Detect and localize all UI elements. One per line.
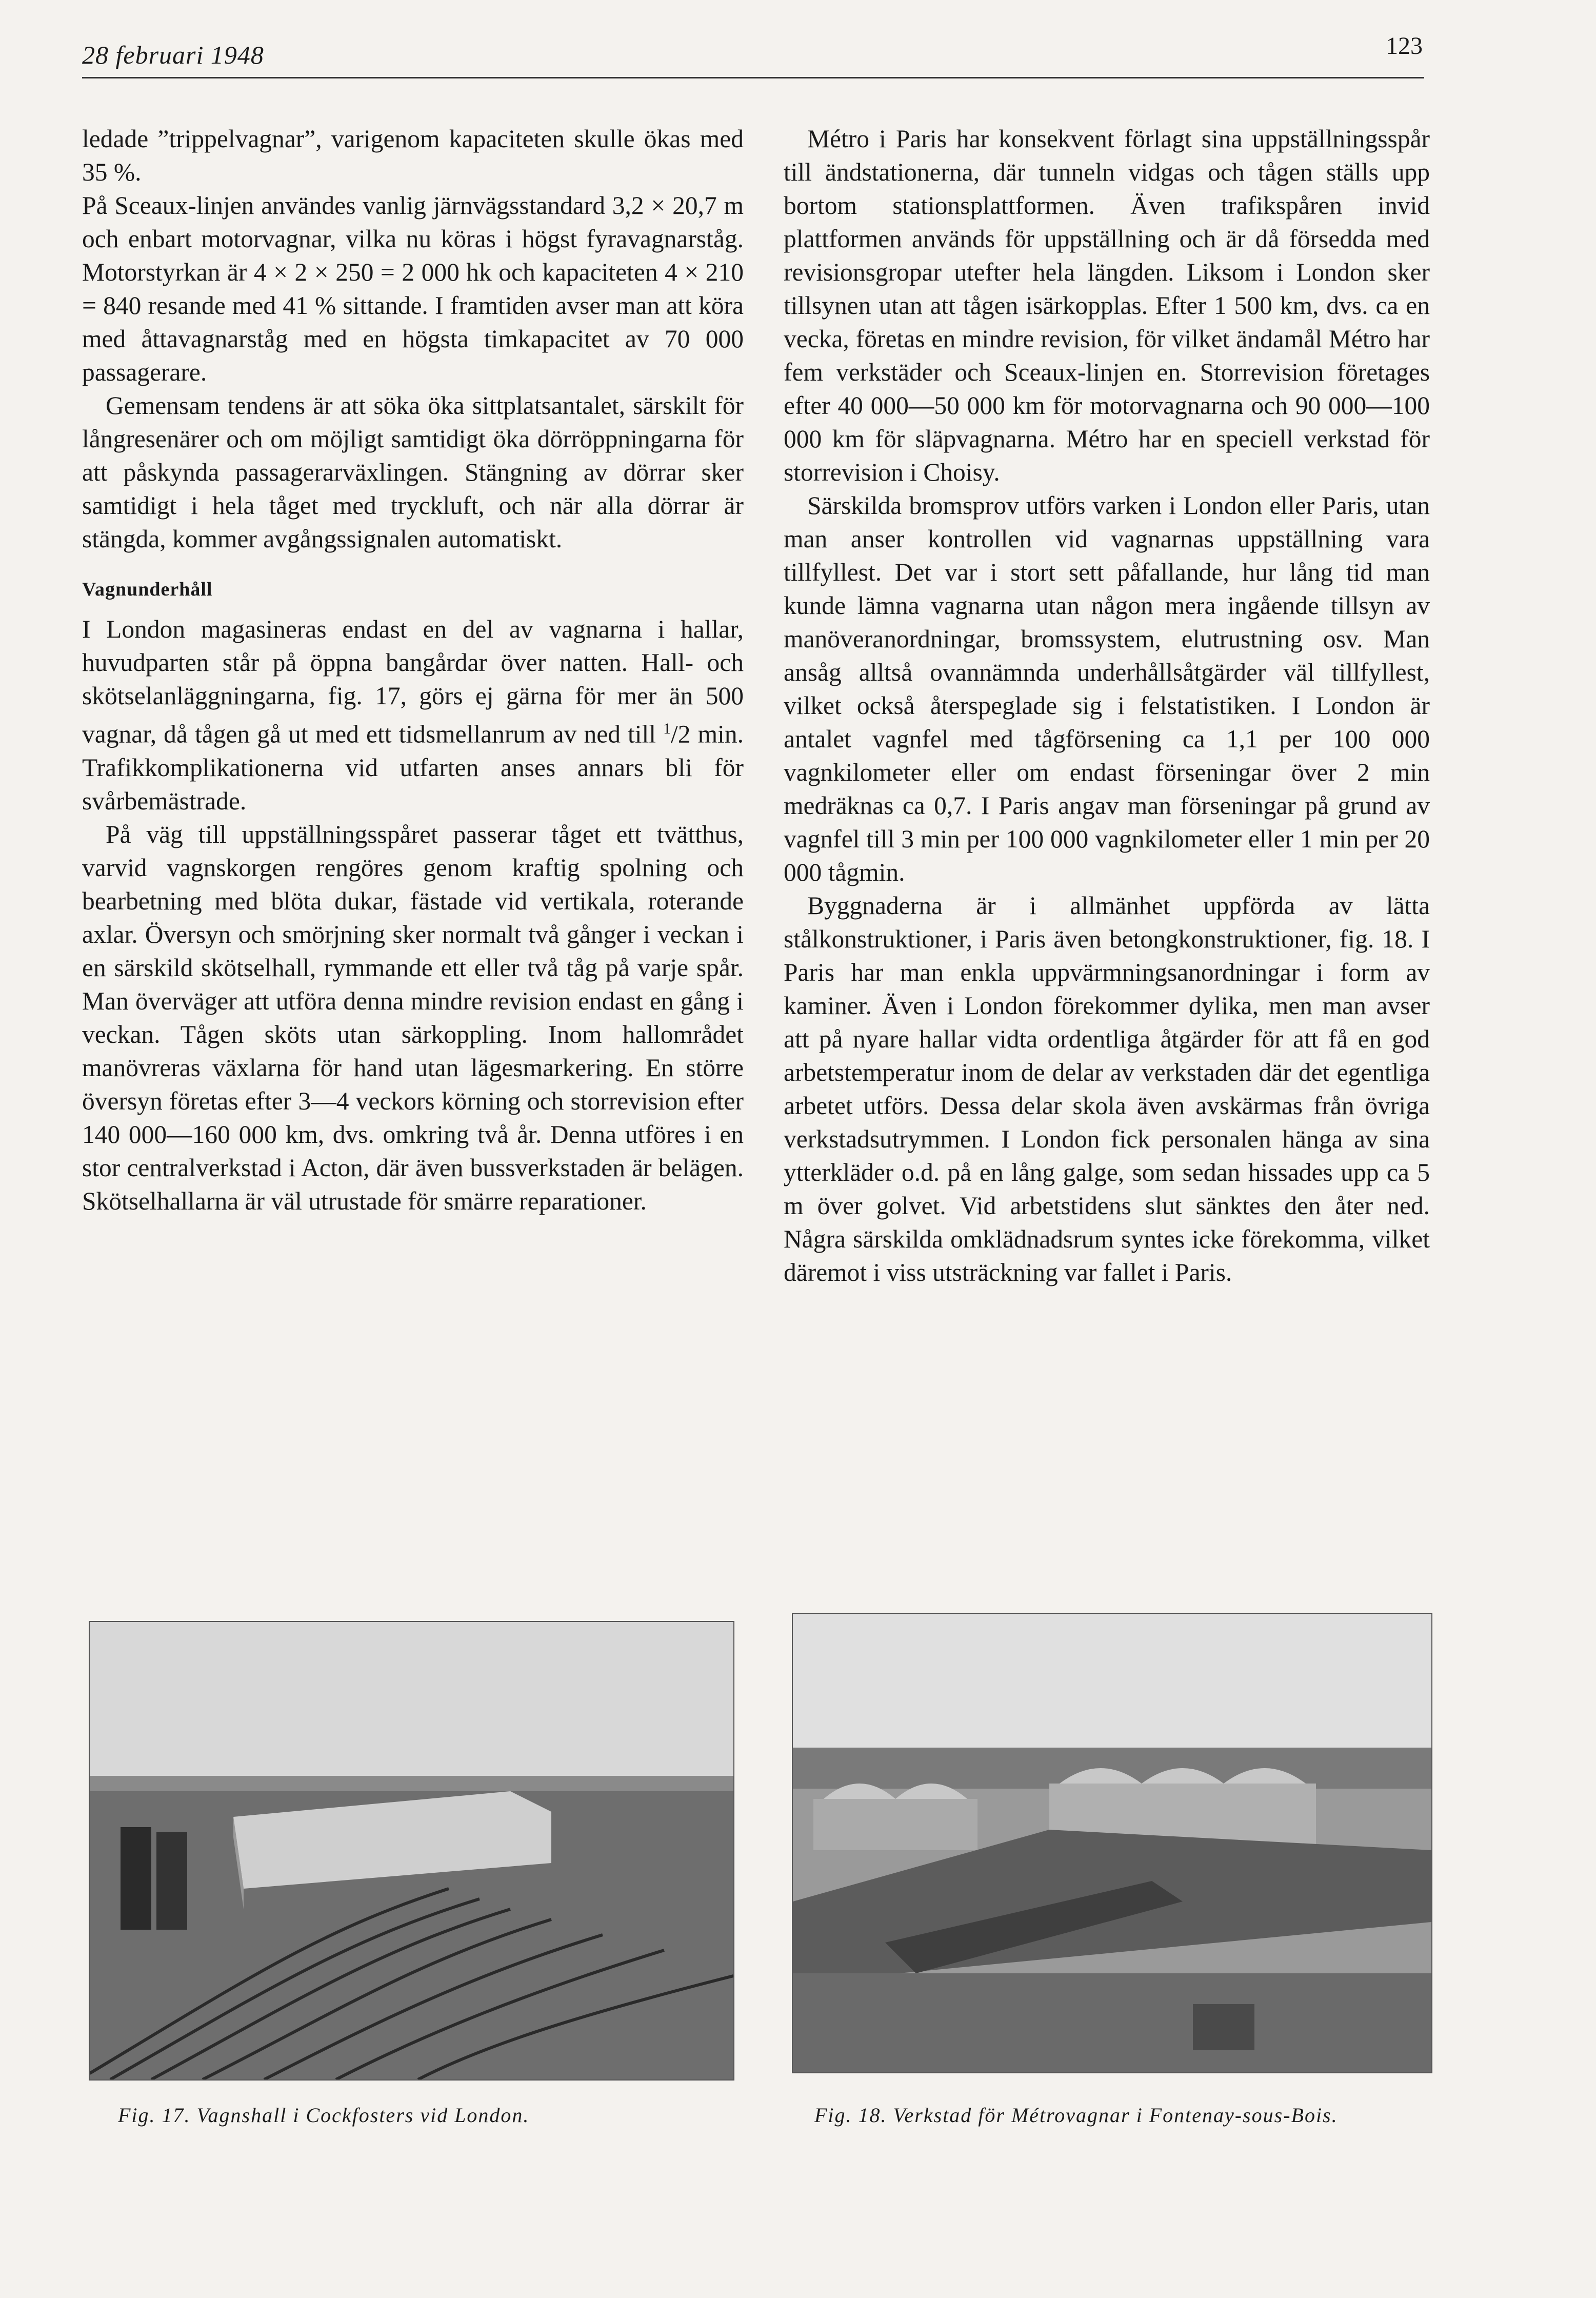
paragraph: ledade ”trippelvagnar”, varigenom kapaciteten skulle ökas med 35 %.	[82, 125, 744, 186]
paragraph: Métro i Paris har konsekvent förlagt sina uppställningsspår till ändstationerna, där tunneln vidgas och tågen ställs upp bortom stationsplattformen. Även trafikspåren invid plattformen används för uppställning och är då försedda med revisionsgropar utefter hela längden. Liksom i London sker tillsynen utan att tågen isärkopplas. Efter 1 500 km, dvs. ca en vecka, företas en mindre revision, för vilket ändamål Métro har fem verkstäder och Sceaux-linjen en. Storrevision företages efter 40 000—50 000 km för motorvagnarna och 90 000—100 000 km för släpvagnarna. Métro har en speciell verkstad för storrevision i Choisy.	[784, 125, 1430, 486]
right-column	[784, 122, 1430, 1289]
paragraph: På väg till uppställningsspåret passerar tåget ett tvätthus, varvid vagnskorgen rengöres genom kraftig spolning och bearbetning med blöta dukar, fästade vid vertikala, roterande axlar. Översyn och smörjning sker normalt två gånger i veckan i en särskild skötselhall, rymmande ett eller två tåg på varje spår. Man överväger att utföra denna mindre revision endast en gång i veckan. Tågen sköts utan särkoppling. Inom hallområdet manövreras växlarna för hand utan lägesmarkering. En större översyn företas efter 3—4 veckors körning och storrevision efter 140 000—160 000 km, dvs. omkring två år. Denna utföres i en stor centralverkstad i Acton, där även bussverkstaden är belägen. Skötselhallarna är väl utrustade för smärre reparationer.	[82, 820, 744, 1215]
figure-17-caption: Fig. 17. Vagnshall i Cockfosters vid London.	[118, 2104, 530, 2127]
paragraph: Byggnaderna är i allmänhet uppförda av lätta stålkonstruktioner, i Paris även betongkonstruktioner, fig. 18. I Paris har man enkla uppvärmningsanordningar i form av kaminer. Även i London förekommer dylika, men man avser att på nyare hallar vidta ordentliga åtgärder för att få en god arbetstemperatur inom de delar av verkstaden där det egentliga arbetet utförs. Dessa delar skola även avskärmas från övriga verkstadsutrymmen. I London fick personalen hänga av sina ytterkläder o.d. på en lång galge, som sedan hissades upp ca 5 m över golvet. Vid arbetstidens slut sänktes den åter ned. Några särskilda omklädnadsrum syntes icke förekomma, vilket däremot i viss utsträckning var fallet i Paris.	[784, 892, 1430, 1286]
paragraph: Särskilda bromsprov utförs varken i London eller Paris, utan man anser kontrollen vid vagnarnas uppställning vara tillfyllest. Det var i stort sett påfallande, hur lång tid man kunde lämna vagnarna utan någon mera ingående tillsyn av manöveranordningar, bromssystem, elutrustning osv. Man ansåg alltså ovannämnda underhållsåtgärder väl tillfyllest, vilket också återspeglade sig i felstatistiken. I London är antalet vagnfel med tågförsening ca 1,1 per 100 000 vagnkilometer eller om endast förseningar över 2 min medräknas ca 0,7. I Paris angav man förseningar på grund av vagnfel till 3 min per 100 000 vagnkilometer eller 1 min per 20 000 tågmin.	[784, 491, 1430, 886]
figure-18-photo	[792, 1613, 1432, 2073]
fraction-numerator: 1	[663, 721, 671, 737]
paragraph: På Sceaux-linjen användes vanlig järnvägsstandard 3,2 × 20,7 m och enbart motorvagnar, vilka nu köras i högst fyravagnarståg. Motorstyrkan är 4 × 2 × 250 = 2 000 hk och kapaciteten 4 × 210 = 840 resande med 41 % sittande. I framtiden avser man att köra med åttavagnarståg med en högsta timkapacitet av 70 000 passagerare.	[82, 191, 744, 386]
section-heading: Vagnunderhåll	[82, 579, 213, 600]
figure-18-caption: Fig. 18. Verkstad för Métrovagnar i Fontenay-sous-Bois.	[814, 2104, 1338, 2127]
header-rule	[82, 77, 1424, 78]
running-header-date: 28 februari 1948	[82, 41, 264, 69]
paragraph-text: I London magasineras endast en del av vagnarna i hallar, huvudparten står på öppna bangårdar över natten. Hall- och skötselanläggningarna, fig. 17, görs ej gärna för mer än 500 vagnar, då tågen gå ut med ett tidsmellanrum av ned till	[82, 615, 744, 748]
paragraph-text: min. Trafikkomplikationerna vid utfarten anses annars bli för svårbemästrade.	[82, 720, 744, 815]
fraction-denominator: /2	[671, 720, 691, 748]
page-number: 123	[1386, 32, 1423, 60]
figure-17-photo	[89, 1621, 734, 2081]
paragraph	[82, 612, 744, 818]
left-column	[82, 122, 744, 1218]
paragraph: Gemensam tendens är att söka öka sittplatsantalet, särskilt för långresenärer och om möjligt samtidigt öka dörröppningarna för att påskynda passagerarväxlingen. Stängning av dörrar sker samtidigt i hela tåget med tryckluft, och när alla dörrar är stängda, kommer avgångssignalen automatiskt.	[82, 391, 744, 553]
